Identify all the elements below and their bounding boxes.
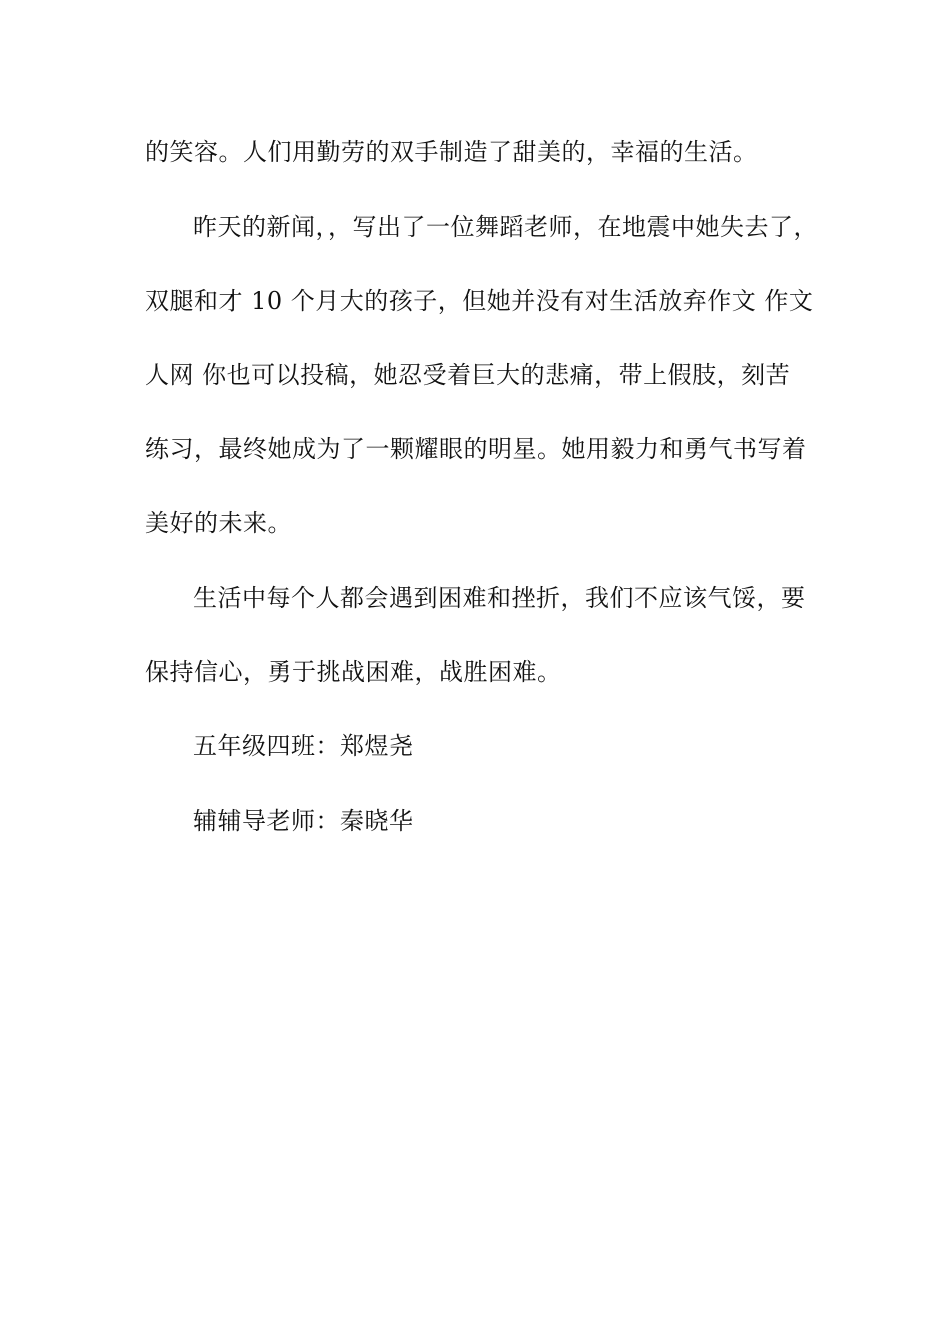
teacher-line: 辅辅导老师：秦晓华 [193,807,414,835]
paragraph-line: 保持信心，勇于挑战困难，战胜困难。 [145,658,562,686]
paragraph-line: 人网 你也可以投稿，她忍受着巨大的悲痛，带上假肢，刻苦 [145,361,791,389]
paragraph-line: 双腿和才 10 个月大的孩子，但她并没有对生活放弃作文 作文 [145,287,814,315]
author-class-line: 五年级四班：郑煜尧 [193,732,414,760]
paragraph-line: 生活中每个人都会遇到困难和挫折，我们不应该气馁，要 [193,584,806,612]
paragraph-line: 练习，最终她成为了一颗耀眼的明星。她用毅力和勇气书写着 [145,435,807,463]
paragraph-line: 美好的未来。 [145,509,292,537]
paragraph-line: 昨天的新闻，，写出了一位舞蹈老师，在地震中她失去了， [193,213,818,241]
paragraph-line: 的笑容。人们用勤劳的双手制造了甜美的，幸福的生活。 [145,138,758,166]
